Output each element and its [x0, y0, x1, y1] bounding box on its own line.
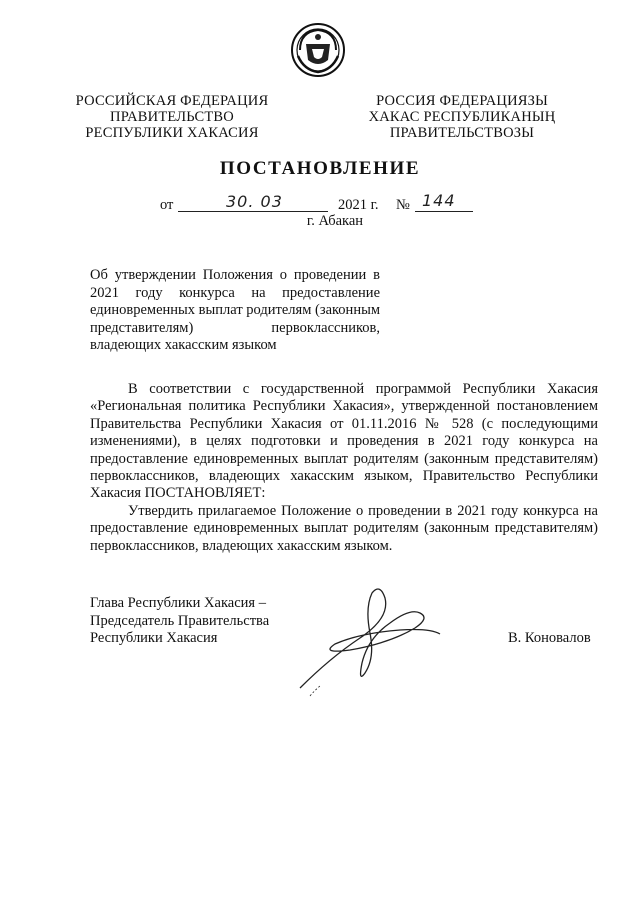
header-left-line-1: РОССИЙСКАЯ ФЕДЕРАЦИЯ	[75, 93, 269, 109]
signatory-position-line-3: Республики Хакасия	[90, 630, 218, 646]
document-subject: Об утверждении Положения о проведении в 2021 году конкурса на предоставление единовременных выплат родителям (законным представителям) первоклассников, владеющих хакасским языком	[90, 267, 380, 353]
body-paragraph-1: В соответствии с государственной программой Республики Хакасия «Региональная политика Республики Хакасия», утвержденной постановлением Правительства Республики Хакасия от 01.11.2016 № 528 (с последующими изменениями), в целях подготовки и проведения в 2021 году конкурса на предоставление единовременных выплат родителям (законным представителям) первоклассников, владеющих хакасским языком, Правительство Республики Хакасия ПОСТАНОВЛЯЕТ:	[90, 381, 598, 502]
header-right-line-3: ПРАВИТЕЛЬСТВОЗЫ	[389, 125, 535, 141]
body-paragraph-2: Утвердить прилагаемое Положение о проведении в 2021 году конкурса на предоставление единовременных выплат родителям (законным представителям) первоклассников, владеющих хакасским языком.	[90, 502, 598, 554]
date-handwritten: 30. 03	[226, 192, 283, 211]
number-prefix: №	[396, 197, 410, 213]
header-left	[62, 93, 282, 141]
city-label: г. Абакан	[306, 213, 364, 229]
document-title: ПОСТАНОВЛЕНИЕ	[219, 158, 421, 179]
date-year: 2021 г.	[338, 197, 379, 213]
header-right	[352, 93, 572, 141]
number-handwritten: 144	[422, 191, 456, 210]
document-body	[90, 381, 598, 555]
header-left-line-2: ПРАВИТЕЛЬСТВО	[110, 109, 234, 125]
coat-of-arms-emblem	[290, 22, 346, 78]
header-left-line-3: РЕСПУБЛИКИ ХАКАСИЯ	[85, 125, 259, 141]
date-prefix: от	[160, 197, 174, 213]
handwritten-signature	[290, 578, 450, 698]
signatory-position-line-1: Глава Республики Хакасия –	[90, 595, 266, 611]
signatory-name: В. Коновалов	[508, 630, 591, 646]
header-right-line-2: ХАКАС РЕСПУБЛИКАНЫҢ	[368, 109, 556, 125]
signatory-position	[90, 595, 310, 648]
signatory-position-line-2: Председатель Правительства	[90, 612, 270, 629]
header-right-line-1: РОССИЯ ФЕДЕРАЦИЯЗЫ	[376, 93, 548, 109]
